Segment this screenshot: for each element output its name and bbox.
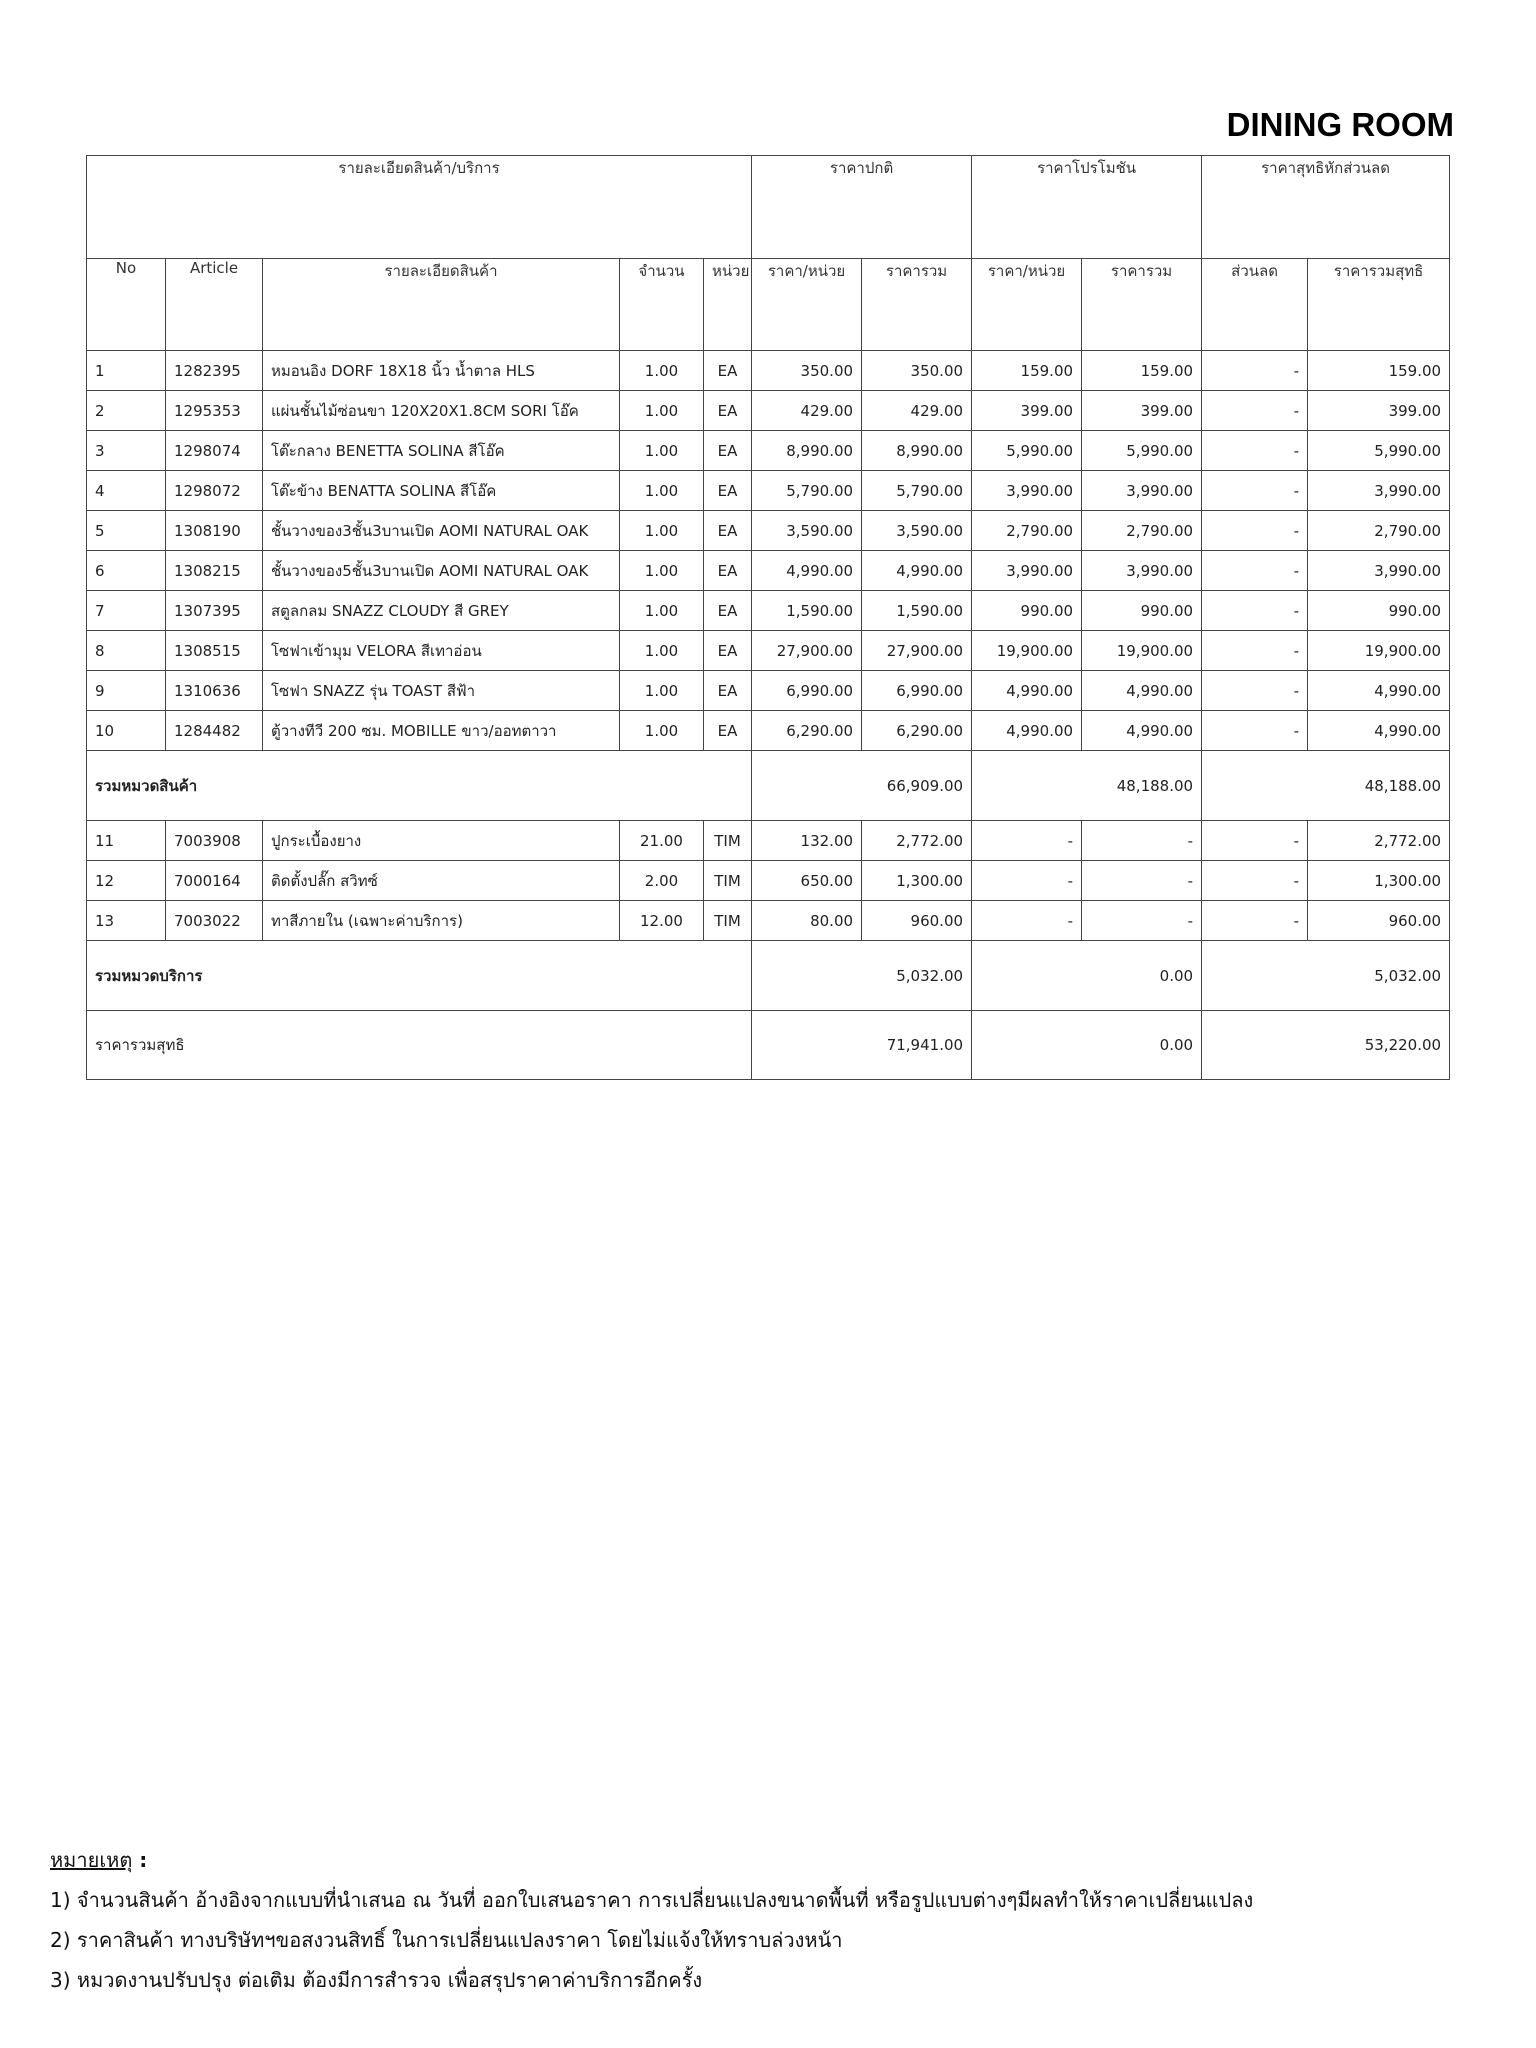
cell-article: 1308215 <box>166 551 263 591</box>
product-subtotal-label: รวมหมวดสินค้า <box>87 751 752 821</box>
cell-reg-unit: 6,990.00 <box>752 671 862 711</box>
table-row <box>87 901 1450 941</box>
cell-desc: ตู้วางทีวี 200 ซม. MOBILLE ขาว/ออทตาวา <box>263 711 620 751</box>
cell-reg-total: 27,900.00 <box>862 631 972 671</box>
cell-article: 7003022 <box>166 901 263 941</box>
cell-no: 3 <box>87 431 166 471</box>
cell-reg-unit: 4,990.00 <box>752 551 862 591</box>
grand-total-promo: 0.00 <box>972 1011 1202 1080</box>
cell-qty: 1.00 <box>620 551 704 591</box>
service-subtotal-row <box>87 941 1450 1011</box>
cell-reg-total: 6,290.00 <box>862 711 972 751</box>
cell-net-total: 4,990.00 <box>1308 671 1450 711</box>
cell-discount: - <box>1202 591 1308 631</box>
cell-promo-total: 2,790.00 <box>1082 511 1202 551</box>
cell-qty: 2.00 <box>620 861 704 901</box>
cell-qty: 1.00 <box>620 591 704 631</box>
grand-total-net: 53,220.00 <box>1202 1011 1450 1080</box>
cell-article: 1310636 <box>166 671 263 711</box>
cell-reg-total: 350.00 <box>862 351 972 391</box>
cell-promo-unit: 159.00 <box>972 351 1082 391</box>
cell-desc: ชั้นวางของ3ชั้น3บานเปิด AOMI NATURAL OAK <box>263 511 620 551</box>
table-row <box>87 711 1450 751</box>
cell-desc: หมอนอิง DORF 18X18 นิ้ว น้ำตาล HLS <box>263 351 620 391</box>
cell-no: 7 <box>87 591 166 631</box>
remarks-title: หมายเหตุ <box>50 1848 133 1872</box>
col-header-promo-unit: ราคา/หน่วย <box>972 259 1082 351</box>
cell-no: 12 <box>87 861 166 901</box>
cell-reg-total: 960.00 <box>862 901 972 941</box>
cell-article: 1298072 <box>166 471 263 511</box>
cell-reg-unit: 429.00 <box>752 391 862 431</box>
col-header-net-total: ราคารวมสุทธิ <box>1308 259 1450 351</box>
group-header-row <box>87 156 1450 259</box>
cell-promo-unit: 4,990.00 <box>972 711 1082 751</box>
cell-reg-unit: 8,990.00 <box>752 431 862 471</box>
cell-promo-unit: 3,990.00 <box>972 471 1082 511</box>
group-header-detail: รายละเอียดสินค้า/บริการ <box>87 156 752 259</box>
cell-reg-unit: 3,590.00 <box>752 511 862 551</box>
product-subtotal-net: 48,188.00 <box>1202 751 1450 821</box>
cell-net-total: 3,990.00 <box>1308 551 1450 591</box>
product-subtotal-row <box>87 751 1450 821</box>
cell-no: 9 <box>87 671 166 711</box>
cell-net-total: 2,790.00 <box>1308 511 1450 551</box>
cell-promo-total: 990.00 <box>1082 591 1202 631</box>
remark-line: 2) ราคาสินค้า ทางบริษัทฯขอสงวนสิทธิ์ ในการเปลี่ยนแปลงราคา โดยไม่แจ้งให้ทราบล่วงหน้า <box>50 1928 843 1952</box>
table-row <box>87 511 1450 551</box>
cell-qty: 1.00 <box>620 471 704 511</box>
page-title: DINING ROOM <box>1226 106 1454 143</box>
cell-desc: โซฟาเข้ามุม VELORA สีเทาอ่อน <box>263 631 620 671</box>
cell-qty: 1.00 <box>620 431 704 471</box>
cell-qty: 1.00 <box>620 671 704 711</box>
cell-desc: ทาสีภายใน (เฉพาะค่าบริการ) <box>263 901 620 941</box>
remark-line: 3) หมวดงานปรับปรุง ต่อเติม ต้องมีการสำรวจ เพื่อสรุปราคาค่าบริการอีกครั้ง <box>50 1968 703 1992</box>
cell-net-total: 5,990.00 <box>1308 431 1450 471</box>
cell-article: 1295353 <box>166 391 263 431</box>
col-header-desc: รายละเอียดสินค้า <box>263 259 620 351</box>
cell-no: 4 <box>87 471 166 511</box>
cell-reg-total: 2,772.00 <box>862 821 972 861</box>
service-subtotal-promo: 0.00 <box>972 941 1202 1011</box>
col-header-reg-total: ราคารวม <box>862 259 972 351</box>
cell-promo-unit: 990.00 <box>972 591 1082 631</box>
cell-article: 7000164 <box>166 861 263 901</box>
cell-unit: EA <box>704 391 752 431</box>
cell-reg-total: 5,790.00 <box>862 471 972 511</box>
cell-unit: EA <box>704 631 752 671</box>
cell-discount: - <box>1202 821 1308 861</box>
cell-net-total: 1,300.00 <box>1308 861 1450 901</box>
grand-total-label: ราคารวมสุทธิ <box>87 1011 752 1080</box>
group-header-promo: ราคาโปรโมชัน <box>972 156 1202 259</box>
cell-promo-unit: - <box>972 821 1082 861</box>
service-subtotal-label: รวมหมวดบริการ <box>87 941 752 1011</box>
cell-promo-unit: 19,900.00 <box>972 631 1082 671</box>
cell-reg-total: 1,300.00 <box>862 861 972 901</box>
cell-no: 13 <box>87 901 166 941</box>
cell-discount: - <box>1202 351 1308 391</box>
quotation-table <box>86 155 1450 1080</box>
cell-desc: แผ่นชั้นไม้ซ่อนขา 120X20X1.8CM SORI โอ๊ค <box>263 391 620 431</box>
table-row <box>87 391 1450 431</box>
cell-promo-total: 19,900.00 <box>1082 631 1202 671</box>
cell-reg-total: 3,590.00 <box>862 511 972 551</box>
table-row <box>87 591 1450 631</box>
cell-discount: - <box>1202 901 1308 941</box>
cell-reg-total: 6,990.00 <box>862 671 972 711</box>
cell-promo-total: 399.00 <box>1082 391 1202 431</box>
cell-reg-unit: 80.00 <box>752 901 862 941</box>
cell-article: 1284482 <box>166 711 263 751</box>
cell-reg-unit: 350.00 <box>752 351 862 391</box>
col-header-reg-unit: ราคา/หน่วย <box>752 259 862 351</box>
cell-qty: 1.00 <box>620 391 704 431</box>
cell-net-total: 2,772.00 <box>1308 821 1450 861</box>
cell-discount: - <box>1202 431 1308 471</box>
cell-no: 8 <box>87 631 166 671</box>
cell-promo-unit: 399.00 <box>972 391 1082 431</box>
cell-discount: - <box>1202 711 1308 751</box>
cell-net-total: 19,900.00 <box>1308 631 1450 671</box>
cell-article: 1307395 <box>166 591 263 631</box>
col-header-discount: ส่วนลด <box>1202 259 1308 351</box>
cell-promo-unit: 2,790.00 <box>972 511 1082 551</box>
table-row <box>87 671 1450 711</box>
cell-unit: TIM <box>704 901 752 941</box>
group-header-net: ราคาสุทธิหักส่วนลด <box>1202 156 1450 259</box>
cell-desc: โต๊ะข้าง BENATTA SOLINA สีโอ๊ค <box>263 471 620 511</box>
cell-no: 10 <box>87 711 166 751</box>
cell-reg-total: 8,990.00 <box>862 431 972 471</box>
cell-net-total: 159.00 <box>1308 351 1450 391</box>
cell-desc: ปูกระเบื้องยาง <box>263 821 620 861</box>
cell-reg-unit: 5,790.00 <box>752 471 862 511</box>
col-header-article: Article <box>166 259 263 351</box>
cell-net-total: 960.00 <box>1308 901 1450 941</box>
cell-unit: EA <box>704 591 752 631</box>
col-header-no: No <box>87 259 166 351</box>
cell-unit: EA <box>704 351 752 391</box>
remarks-heading <box>50 1840 1253 1880</box>
product-subtotal-regular: 66,909.00 <box>752 751 972 821</box>
cell-article: 1298074 <box>166 431 263 471</box>
cell-article: 1308190 <box>166 511 263 551</box>
cell-desc: โซฟา SNAZZ รุ่น TOAST สีฟ้า <box>263 671 620 711</box>
cell-reg-total: 429.00 <box>862 391 972 431</box>
product-subtotal-promo: 48,188.00 <box>972 751 1202 821</box>
cell-no: 1 <box>87 351 166 391</box>
grand-total-regular: 71,941.00 <box>752 1011 972 1080</box>
cell-net-total: 990.00 <box>1308 591 1450 631</box>
table-row <box>87 551 1450 591</box>
cell-reg-unit: 27,900.00 <box>752 631 862 671</box>
group-header-regular: ราคาปกติ <box>752 156 972 259</box>
cell-reg-total: 1,590.00 <box>862 591 972 631</box>
cell-reg-unit: 650.00 <box>752 861 862 901</box>
cell-unit: EA <box>704 511 752 551</box>
cell-net-total: 4,990.00 <box>1308 711 1450 751</box>
cell-discount: - <box>1202 471 1308 511</box>
cell-qty: 1.00 <box>620 351 704 391</box>
cell-reg-unit: 132.00 <box>752 821 862 861</box>
table-row <box>87 821 1450 861</box>
cell-discount: - <box>1202 671 1308 711</box>
cell-no: 5 <box>87 511 166 551</box>
cell-net-total: 3,990.00 <box>1308 471 1450 511</box>
service-subtotal-regular: 5,032.00 <box>752 941 972 1011</box>
cell-desc: ติดตั้งปลั๊ก สวิทซ์ <box>263 861 620 901</box>
table-row <box>87 471 1450 511</box>
cell-reg-total: 4,990.00 <box>862 551 972 591</box>
cell-promo-unit: - <box>972 901 1082 941</box>
cell-reg-unit: 1,590.00 <box>752 591 862 631</box>
cell-promo-total: 4,990.00 <box>1082 671 1202 711</box>
cell-desc: สตูลกลม SNAZZ CLOUDY สี GREY <box>263 591 620 631</box>
cell-desc: โต๊ะกลาง BENETTA SOLINA สีโอ๊ค <box>263 431 620 471</box>
cell-article: 1282395 <box>166 351 263 391</box>
cell-unit: EA <box>704 551 752 591</box>
table-row <box>87 431 1450 471</box>
column-header-row <box>87 259 1450 351</box>
cell-article: 1308515 <box>166 631 263 671</box>
cell-promo-total: 3,990.00 <box>1082 551 1202 591</box>
cell-promo-unit: 4,990.00 <box>972 671 1082 711</box>
cell-promo-total: - <box>1082 821 1202 861</box>
cell-qty: 12.00 <box>620 901 704 941</box>
cell-promo-unit: 5,990.00 <box>972 431 1082 471</box>
service-subtotal-net: 5,032.00 <box>1202 941 1450 1011</box>
cell-promo-total: - <box>1082 861 1202 901</box>
cell-unit: EA <box>704 431 752 471</box>
col-header-promo-total: ราคารวม <box>1082 259 1202 351</box>
cell-qty: 21.00 <box>620 821 704 861</box>
cell-unit: EA <box>704 671 752 711</box>
cell-no: 2 <box>87 391 166 431</box>
cell-desc: ชั้นวางของ5ชั้น3บานเปิด AOMI NATURAL OAK <box>263 551 620 591</box>
cell-article: 7003908 <box>166 821 263 861</box>
cell-discount: - <box>1202 861 1308 901</box>
cell-promo-total: 4,990.00 <box>1082 711 1202 751</box>
cell-qty: 1.00 <box>620 711 704 751</box>
cell-unit: EA <box>704 471 752 511</box>
remarks-colon: : <box>132 1848 148 1872</box>
cell-discount: - <box>1202 511 1308 551</box>
cell-unit: TIM <box>704 821 752 861</box>
cell-promo-unit: 3,990.00 <box>972 551 1082 591</box>
col-header-unit: หน่วย <box>704 259 752 351</box>
cell-unit: EA <box>704 711 752 751</box>
table-row <box>87 351 1450 391</box>
cell-net-total: 399.00 <box>1308 391 1450 431</box>
grand-total-row <box>87 1011 1450 1080</box>
remarks <box>50 1840 1253 2000</box>
table-row <box>87 631 1450 671</box>
cell-discount: - <box>1202 631 1308 671</box>
cell-no: 11 <box>87 821 166 861</box>
cell-unit: TIM <box>704 861 752 901</box>
cell-reg-unit: 6,290.00 <box>752 711 862 751</box>
cell-promo-total: 5,990.00 <box>1082 431 1202 471</box>
cell-promo-total: 3,990.00 <box>1082 471 1202 511</box>
cell-discount: - <box>1202 551 1308 591</box>
cell-discount: - <box>1202 391 1308 431</box>
cell-promo-total: 159.00 <box>1082 351 1202 391</box>
cell-no: 6 <box>87 551 166 591</box>
table-row <box>87 861 1450 901</box>
remark-line: 1) จำนวนสินค้า อ้างอิงจากแบบที่นำเสนอ ณ วันที่ ออกใบเสนอราคา การเปลี่ยนแปลงขนาดพื้นที่ หรือรูปแบบต่างๆมีผลทำให้ราคาเปลี่ยนแปลง <box>50 1888 1254 1912</box>
col-header-qty: จำนวน <box>620 259 704 351</box>
cell-promo-unit: - <box>972 861 1082 901</box>
cell-qty: 1.00 <box>620 631 704 671</box>
cell-promo-total: - <box>1082 901 1202 941</box>
cell-qty: 1.00 <box>620 511 704 551</box>
